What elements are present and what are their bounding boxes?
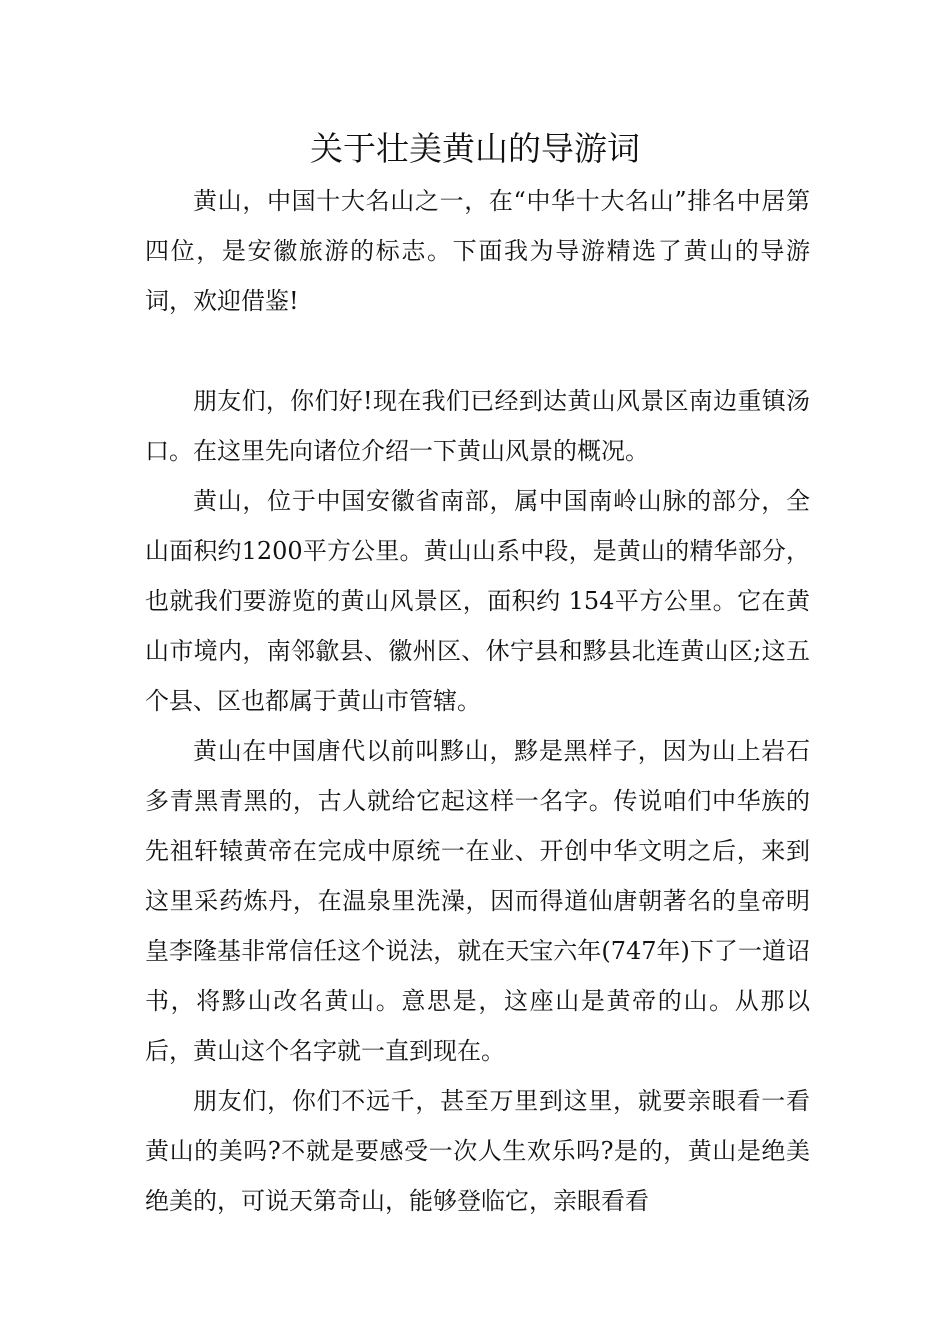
document-title: 关于壮美黄山的导游词	[310, 129, 640, 168]
paragraph-location: 黄山，位于中国安徽省南部，属中国南岭山脉的部分，全山面积约1200平方公里。黄山山系中段，是黄山的精华部分，也就我们要游览的黄山风景区，面积约 154平方公里。它在黄山市境内，南邻歙县、徽州区、休宁县和黟县北连黄山区;这五个县、区也都属于黄山市管辖。	[145, 487, 810, 715]
paragraph-history: 黄山在中国唐代以前叫黟山，黟是黑样子，因为山上岩石多青黑青黑的，古人就给它起这样一名字。传说咱们中华族的先祖轩辕黄帝在完成中原统一在业、开创中华文明之后，来到这里采药炼丹，在温泉里洗澡，因而得道仙唐朝著名的皇帝明皇李隆基非常信任这个说法，就在天宝六年(747年)下了一道诏书，将黟山改名黄山。意思是，这座山是黄帝的山。从那以后，黄山这个名字就一直到现在。	[145, 737, 810, 1065]
paragraph-invitation: 朋友们，你们不远千，甚至万里到这里，就要亲眼看一看黄山的美吗?不就是要感受一次人生欢乐吗?是的，黄山是绝美绝美的，可说天第奇山，能够登临它，亲眼看看	[145, 1087, 810, 1215]
paragraph-intro: 黄山，中国十大名山之一，在“中华十大名山”排名中居第四位，是安徽旅游的标志。下面我为导游精选了黄山的导游词，欢迎借鉴!	[145, 187, 810, 315]
paragraph-greeting: 朋友们，你们好!现在我们已经到达黄山风景区南边重镇汤口。在这里先向诸位介绍一下黄山风景的概况。	[145, 387, 810, 465]
